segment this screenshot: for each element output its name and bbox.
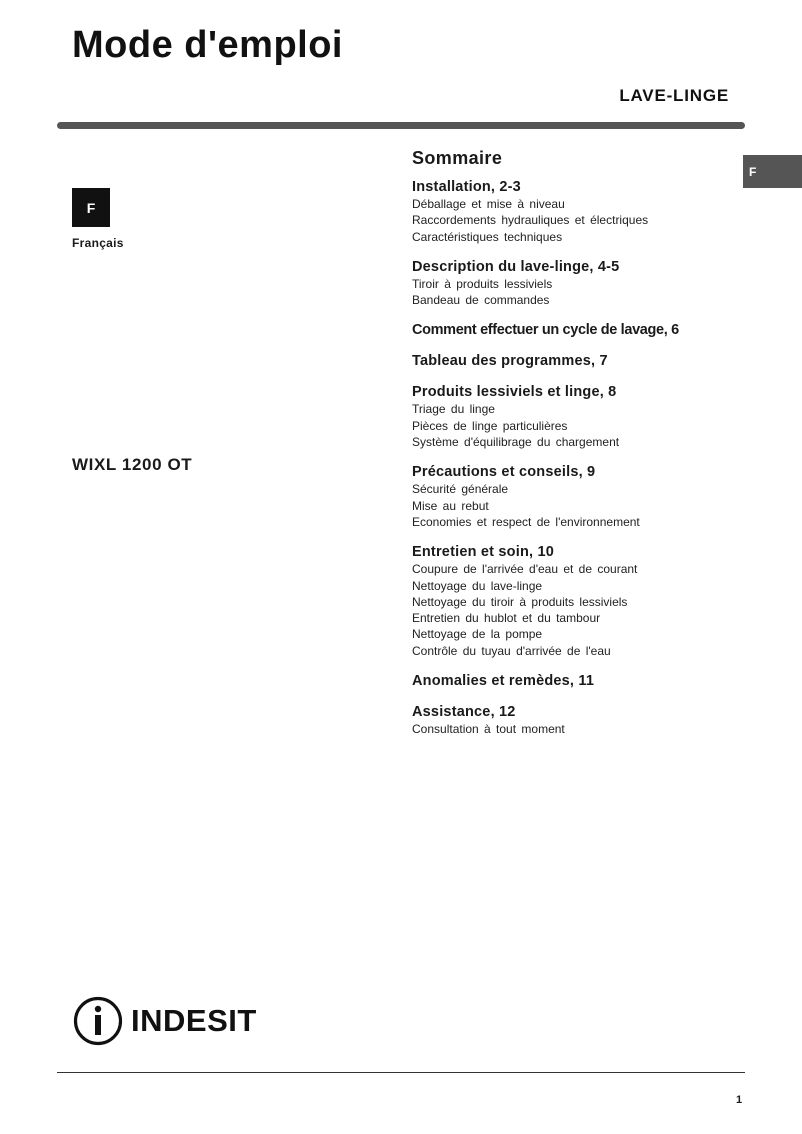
toc-item-list	[412, 481, 742, 530]
toc-item: Nettoyage de la pompe	[412, 627, 543, 642]
toc-section-title: Précautions et conseils, 9	[412, 464, 596, 481]
toc-section-title: Comment effectuer un cycle de lavage, 6	[412, 322, 679, 339]
footer-divider	[57, 1072, 745, 1073]
toc-section	[412, 383, 742, 450]
toc-item: Consultation à tout moment	[412, 722, 565, 737]
toc-item: Coupure de l'arrivée d'eau et de courant	[412, 562, 638, 577]
toc-section	[412, 352, 742, 370]
indesit-logo-icon	[72, 996, 124, 1046]
toc-item: Raccordements hydrauliques et électriques	[412, 213, 649, 228]
toc-section	[412, 258, 742, 309]
toc-item: Pièces de linge particulières	[412, 418, 568, 433]
toc-heading: Sommaire	[412, 148, 503, 168]
table-of-contents	[412, 148, 742, 750]
toc-item: Déballage et mise à niveau	[412, 197, 565, 211]
toc-section	[412, 543, 742, 659]
toc-item-list	[412, 276, 742, 309]
page-title: Mode d'emploi	[72, 24, 343, 66]
toc-item: Bandeau de commandes	[412, 293, 550, 308]
toc-section	[412, 672, 742, 690]
toc-section-title: Installation, 2-3	[412, 179, 521, 195]
toc-item-list	[412, 196, 742, 245]
toc-item: Contrôle du tuyau d'arrivée de l'eau	[412, 643, 611, 658]
toc-item: Triage du linge	[412, 402, 495, 417]
toc-item-list	[412, 721, 742, 737]
toc-item-list	[412, 401, 742, 450]
toc-section-title: Anomalies et remèdes, 11	[412, 673, 595, 690]
toc-item: Nettoyage du tiroir à produits lessiviels	[412, 594, 628, 609]
toc-section	[412, 178, 742, 245]
toc-item-list	[412, 561, 742, 659]
toc-item: Entretien du hublot et du tambour	[412, 611, 601, 626]
toc-item: Sécurité générale	[412, 482, 509, 497]
header-divider	[57, 122, 745, 129]
language-side-tab: F	[743, 155, 802, 188]
toc-section-title: Entretien et soin, 10	[412, 544, 554, 561]
toc-item: Mise au rebut	[412, 498, 489, 513]
toc-section	[412, 463, 742, 530]
toc-section-title: Tableau des programmes, 7	[412, 353, 608, 370]
toc-item: Système d'équilibrage du chargement	[412, 435, 620, 450]
toc-item: Economies et respect de l'environnement	[412, 514, 640, 529]
brand-logo	[72, 996, 257, 1046]
language-badge: F	[72, 188, 110, 227]
product-type: LAVE-LINGE	[619, 86, 729, 105]
toc-section-title: Description du lave-linge, 4-5	[412, 258, 620, 275]
toc-item: Nettoyage du lave-linge	[412, 578, 543, 593]
brand-name: INDESIT	[131, 1003, 257, 1038]
toc-item: Caractéristiques techniques	[412, 229, 563, 244]
model-number: WIXL 1200 OT	[72, 455, 193, 474]
page-number: 1	[736, 1094, 743, 1106]
toc-sections	[412, 178, 742, 737]
toc-section	[412, 703, 742, 737]
toc-section-title: Produits lessiviels et linge, 8	[412, 384, 617, 401]
language-label: Français	[72, 236, 124, 250]
toc-section-title: Assistance, 12	[412, 704, 516, 721]
toc-item: Tiroir à produits lessiviels	[412, 276, 553, 291]
toc-section	[412, 321, 742, 339]
